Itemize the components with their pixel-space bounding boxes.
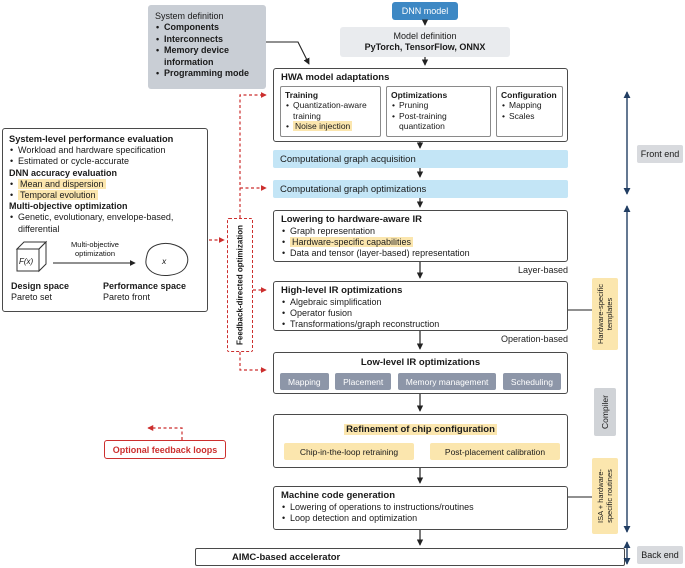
hw-capabilities-highlight: Hardware-specific capabilities xyxy=(292,236,412,247)
high-level-item: • Operator fusion xyxy=(281,308,560,319)
chip-memory-management: Memory management xyxy=(398,373,497,390)
chip-in-the-loop-retraining-box: Chip-in-the-loop retraining xyxy=(284,443,414,460)
high-level-item: • Transformations/graph reconstruction xyxy=(281,319,560,330)
lowering-title: Lowering to hardware-aware IR xyxy=(281,214,422,225)
system-definition-item: • Programming mode xyxy=(155,68,259,80)
model-definition-title: Model definition xyxy=(393,31,457,41)
post-placement-calibration-box: Post-placement calibration xyxy=(430,443,560,460)
codegen-title: Machine code generation xyxy=(281,490,396,501)
system-definition-title: System definition xyxy=(155,11,224,21)
performance-item: • Workload and hardware specification xyxy=(9,145,201,156)
lowering-to-hw-aware-ir-box xyxy=(273,210,568,262)
training-item xyxy=(285,121,376,132)
performance-item: • Genetic, evolutionary, envelope-based, differential xyxy=(9,212,201,234)
chip-scheduling: Scheduling xyxy=(503,373,561,390)
training-title: Training xyxy=(285,90,319,100)
feedback-vertical-label: Feedback-directed optimization xyxy=(235,224,245,346)
lowering-item: • Data and tensor (layer-based) representation xyxy=(281,248,560,259)
system-definition-item: • Components xyxy=(155,22,259,34)
hwa-model-adaptations-box xyxy=(273,68,568,142)
model-definition-box xyxy=(340,27,510,57)
isa-routines-label: ISA + hardware-specific routines xyxy=(596,469,614,523)
system-definition-item: • Interconnects xyxy=(155,34,259,46)
arrow-label: Multi-objective xyxy=(71,239,119,249)
optimizations-box xyxy=(386,86,491,137)
performance-item: • Estimated or cycle-accurate xyxy=(9,156,201,167)
refinement-title: Refinement of chip configuration xyxy=(346,424,495,435)
system-level-performance-panel xyxy=(2,128,208,312)
noise-injection-highlight: Noise injection xyxy=(295,121,351,131)
codegen-item: • Lowering of operations to instructions/routines xyxy=(281,502,560,513)
chip-placement: Placement xyxy=(335,373,391,390)
performance-item: • Temporal evolution xyxy=(9,190,201,201)
optimizations-item: • Pruning xyxy=(391,100,486,111)
machine-code-generation-box xyxy=(273,486,568,530)
computational-graph-optimizations-bar: Computational graph optimizations xyxy=(273,180,568,198)
front-end-label: Front end xyxy=(637,145,683,163)
pareto-front-label: Pareto front xyxy=(103,291,151,302)
hardware-specific-templates-box xyxy=(592,278,618,350)
space-labels xyxy=(9,281,201,305)
lowering-item xyxy=(281,237,560,248)
performance-space-label: Performance space xyxy=(103,280,187,291)
low-level-ir-optimizations-box xyxy=(273,352,568,394)
refinement-box xyxy=(273,414,568,468)
training-box xyxy=(280,86,381,137)
hw-templates-label: Hardware-specific templates xyxy=(596,283,614,345)
cube-label: F(x) xyxy=(19,256,34,266)
system-definition-panel xyxy=(148,5,266,89)
blob-label: x xyxy=(162,255,167,266)
chip-mapping: Mapping xyxy=(280,373,329,390)
configuration-item: • Scales xyxy=(501,111,558,122)
model-frameworks: PyTorch, TensorFlow, ONNX xyxy=(364,42,486,52)
codegen-item: • Loop detection and optimization xyxy=(281,513,560,524)
lowering-item: • Graph representation xyxy=(281,226,560,237)
low-level-title: Low-level IR optimizations xyxy=(360,357,481,368)
high-level-title: High-level IR optimizations xyxy=(281,285,403,296)
aimc-accelerator-bar: AIMC-based accelerator xyxy=(195,548,625,566)
pareto-mini-diagram xyxy=(9,237,203,281)
dnn-accuracy-subtitle: DNN accuracy evaluation xyxy=(9,167,118,178)
training-item: • Quantization-aware training xyxy=(285,100,376,121)
feedback-directed-optimization-box xyxy=(227,218,253,352)
layer-based-note: Layer-based xyxy=(517,265,568,275)
system-definition-item: • Memory device information xyxy=(155,45,259,68)
computational-graph-acquisition-bar: Computational graph acquisition xyxy=(273,150,568,168)
performance-space-blob xyxy=(146,243,188,275)
configuration-box xyxy=(496,86,563,137)
dnn-model-box xyxy=(392,2,458,20)
performance-panel-title: System-level performance evaluation xyxy=(9,134,174,144)
configuration-title: Configuration xyxy=(501,90,557,100)
high-level-item: • Algebraic simplification xyxy=(281,297,560,308)
hwa-title: HWA model adaptations xyxy=(281,72,390,83)
pareto-set-label: Pareto set xyxy=(11,291,53,302)
ir-chip-row xyxy=(280,373,561,390)
compiler-text: Compiler xyxy=(600,395,610,430)
optimizations-item: • Post-training quantization xyxy=(391,111,486,132)
multi-objective-subtitle: Multi-objective optimization xyxy=(9,201,128,212)
isa-routines-box xyxy=(592,458,618,534)
right-rail-connectors xyxy=(568,310,592,497)
optional-feedback-loops-legend: Optional feedback loops xyxy=(104,440,226,459)
optimizations-title: Optimizations xyxy=(391,90,448,100)
high-level-ir-optimizations-box xyxy=(273,281,568,331)
back-end-label: Back end xyxy=(637,546,683,564)
system-definition-connector xyxy=(266,42,309,64)
design-space-label: Design space xyxy=(11,280,70,291)
compiler-label xyxy=(594,388,616,436)
operation-based-note: Operation-based xyxy=(500,334,568,344)
dnn-model-label: DNN model xyxy=(401,6,449,16)
arrow-label: optimization xyxy=(74,248,116,258)
performance-item: • Mean and dispersion xyxy=(9,179,201,190)
configuration-item: • Mapping xyxy=(501,100,558,111)
